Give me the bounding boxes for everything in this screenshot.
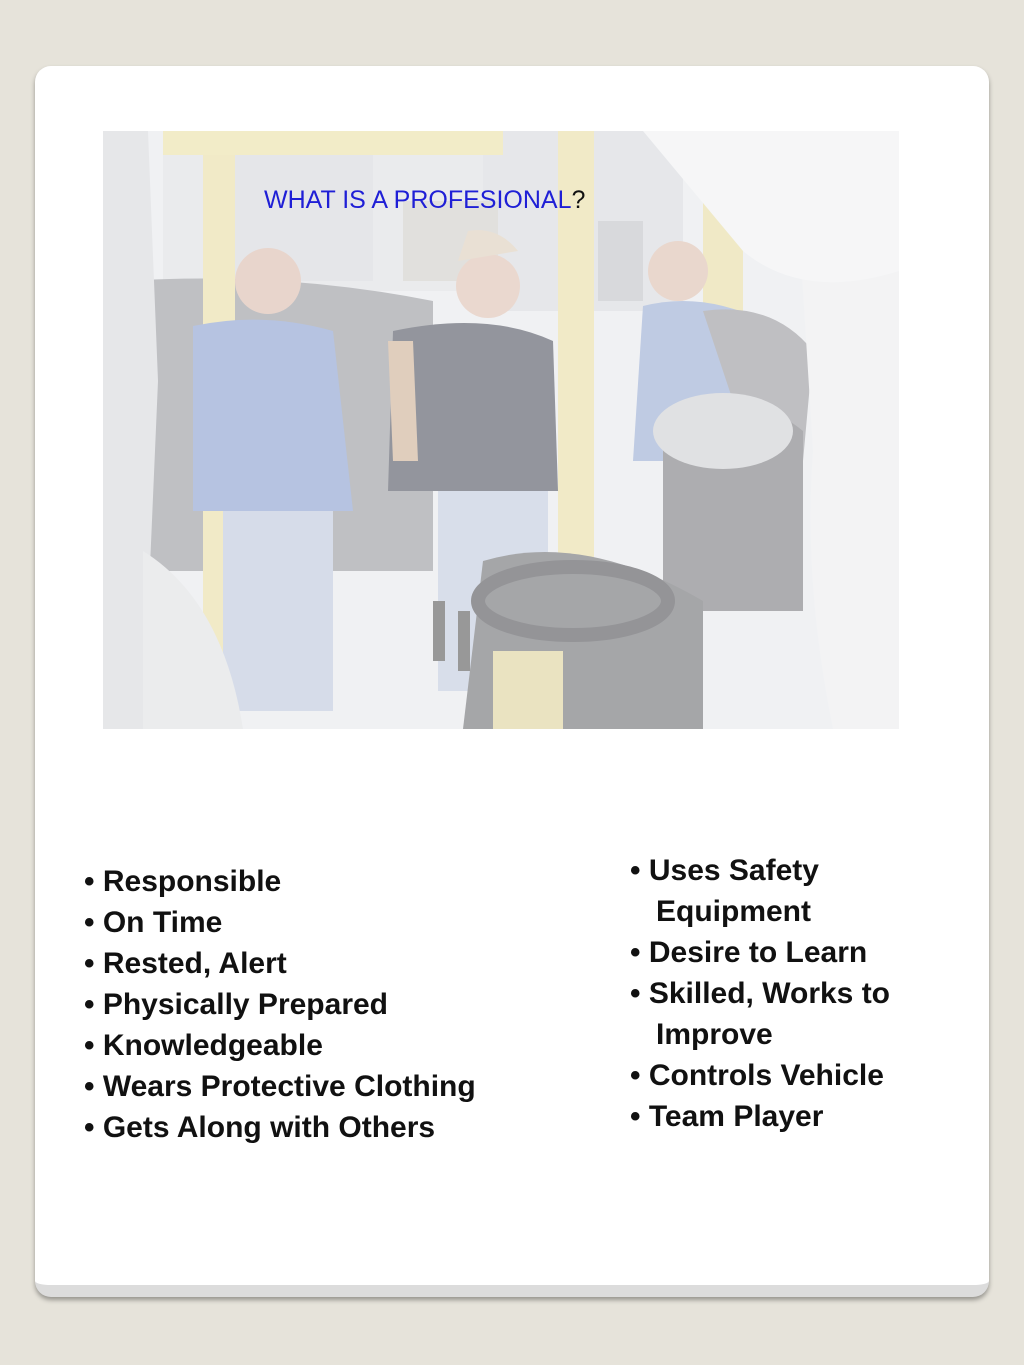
list-item: • Wears Protective Clothing xyxy=(84,1070,476,1103)
list-item: • Rested, Alert xyxy=(84,947,287,980)
list-item-continuation: Improve xyxy=(656,1018,773,1051)
list-item-text: • Uses Safety xyxy=(630,854,819,887)
list-item: • Physically Prepared xyxy=(84,988,388,1021)
list-item-text: • Skilled, Works to xyxy=(630,977,891,1010)
list-item: • On Time xyxy=(84,906,223,939)
list-item: • Controls Vehicle xyxy=(630,1059,884,1092)
slide-title-question-mark: ? xyxy=(571,186,586,214)
workers-forklift-photo xyxy=(103,131,899,729)
list-item: • Knowledgeable xyxy=(84,1029,323,1062)
left-bullet-list xyxy=(84,861,476,1148)
list-item: • Responsible xyxy=(84,865,282,898)
slide-title-main: WHAT IS A PROFESIONAL xyxy=(264,186,572,214)
list-item xyxy=(630,850,890,932)
slide-title xyxy=(264,184,585,216)
list-item xyxy=(630,973,890,1055)
list-item: • Gets Along with Others xyxy=(84,1111,436,1144)
list-item-continuation: Equipment xyxy=(656,895,811,928)
right-bullet-list xyxy=(630,850,890,1137)
list-item: • Desire to Learn xyxy=(630,936,868,969)
list-item: • Team Player xyxy=(630,1100,824,1133)
